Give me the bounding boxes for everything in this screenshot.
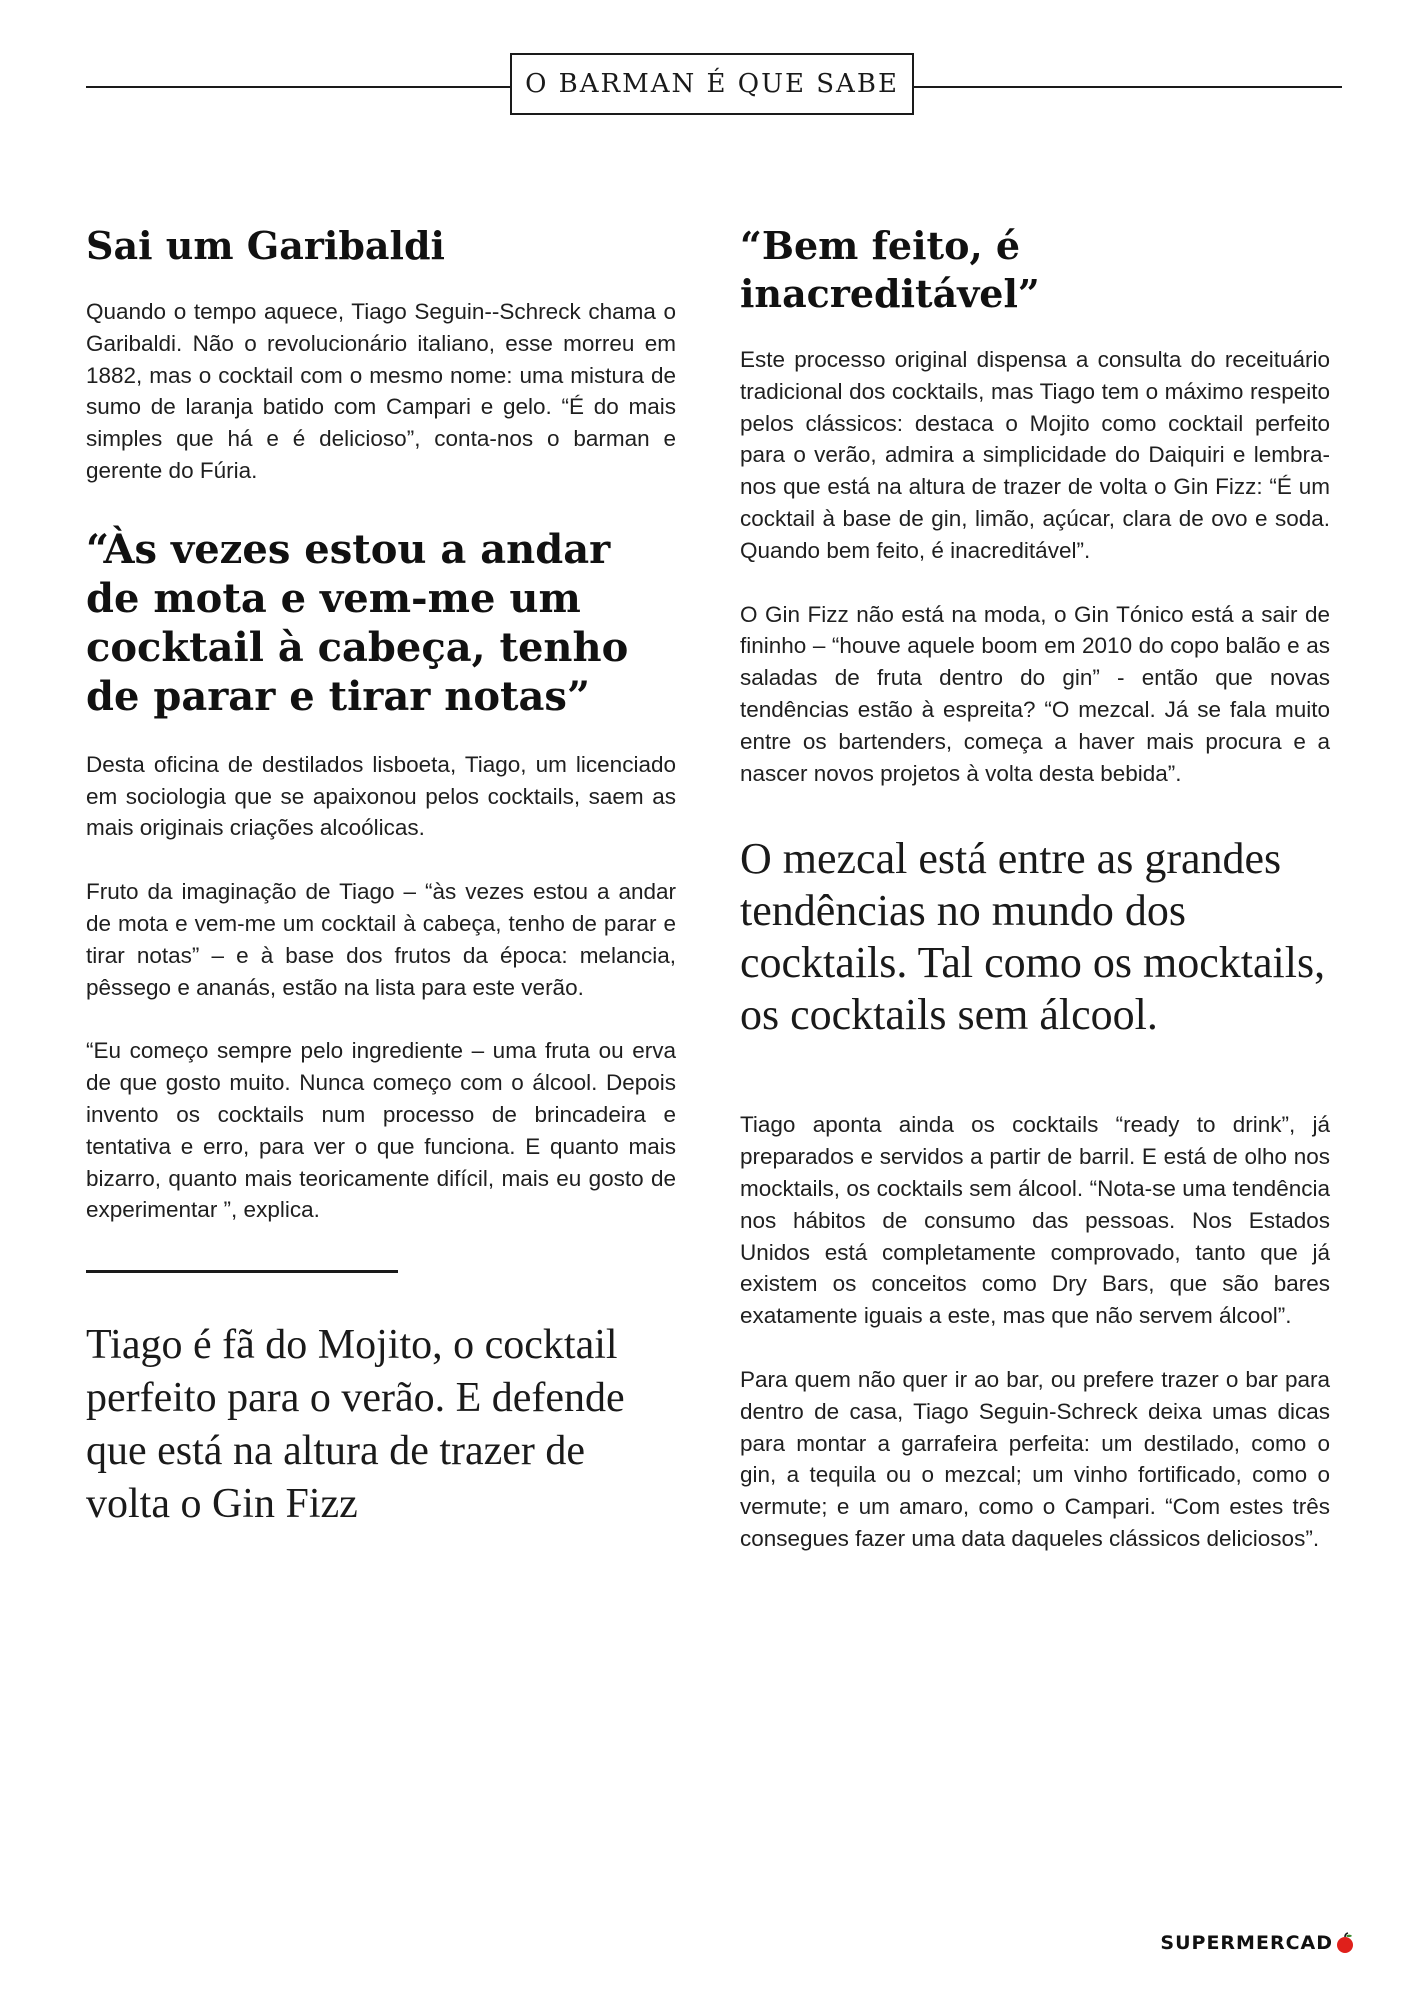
paragraph-garrafeira: Para quem não quer ir ao bar, ou prefere trazer o bar para dentro de casa, Tiago Seguin-Schreck deixa umas dicas para montar a garrafeira perfeita: um destilado, como o gin, a tequila ou o mezcal; um vinho fortificado, como o vermute; e um amaro, como o Campari. “Com estes três consegues fazer uma data daqueles clássicos deliciosos”. <box>740 1366 1330 1551</box>
paragraph-ingrediente: “Eu começo sempre pelo ingrediente – uma fruta ou erva de que gosto muito. Nunca começo com o álcool. Depois invento os cocktails num processo de brincadeira e tentativa e erro, para ver o que funciona. E quanto mais bizarro, quanto mais teoricamente difícil, mais eu gosto de experimentar ”, explica. <box>86 1038 676 1223</box>
section-header <box>86 53 1342 119</box>
paragraph-gin-fizz: O Gin Fizz não está na moda, o Gin Tónico está a sair de fininho – “houve aquele boom em 2010 do copo balão e as saladas de fruta dentro do gin” - então que novas tendências estão à espreita? “O mezcal. Já se fala muito entre os bartenders, começa a haver mais procura e a nascer novos projetos à volta desta bebida”. <box>740 601 1330 786</box>
paragraph-oficina: Desta oficina de destilados lisboeta, Tiago, um licenciado em sociologia que se apaixonou pelos cocktails, saem as mais originais criações alcoólicas. <box>86 751 676 841</box>
left-column <box>86 222 676 1531</box>
header-rule-left <box>86 86 510 88</box>
pull-quote-divider <box>86 1270 398 1273</box>
logo-text: SUPERMERCAD <box>1160 1932 1333 1954</box>
heading-garibaldi: Sai um Garibaldi <box>86 223 445 268</box>
heading-quote-mota: “Às vezes estou a andar de mota e vem-me um cocktail à cabeça, tenho de parar e tirar notas” <box>86 525 629 720</box>
paragraph-garibaldi: Quando o tempo aquece, Tiago Seguin--Schreck chama o Garibaldi. Não o revolucionário italiano, esse morreu em 1882, mas o cocktail com o mesmo nome: uma mistura de sumo de laranja batido com Campari e gelo. “É do mais simples que há e é delicioso”, conta-nos o barman e gerente do Fúria. <box>86 299 676 483</box>
right-column <box>740 222 1330 1587</box>
supermercado-logo <box>1160 1932 1356 1954</box>
pull-quote-mezcal: O mezcal está entre as grandes tendências no mundo dos cocktails. Tal como os mocktails, os cocktails sem álcool. <box>740 834 1326 1040</box>
header-rule-right <box>914 86 1342 88</box>
section-title: O BARMAN É QUE SABE <box>510 53 914 115</box>
paragraph-ready-to-drink: Tiago aponta ainda os cocktails “ready to drink”, já preparados e servidos a partir de barril. E está de olho nos mocktails, os cocktails sem álcool. “Nota-se uma tendência nos hábitos de consumo das pessoas. Nos Estados Unidos está completamente comprovado, tanto que já existem os conceitos como Dry Bars, que são bares exatamente iguais a este, mas que não servem álcool”. <box>740 1112 1330 1329</box>
pull-quote-mojito: Tiago é fã do Mojito, o cocktail perfeito para o verão. E defende que está na altura de trazer de volta o Gin Fizz <box>86 1322 625 1528</box>
apple-icon <box>1334 1932 1356 1954</box>
heading-bem-feito: “Bem feito, é inacreditável” <box>740 223 1040 316</box>
paragraph-processo: Este processo original dispensa a consulta do receituário tradicional dos cocktails, mas Tiago tem o máximo respeito pelos clássicos: destaca o Mojito como cocktail perfeito para o verão, admira a simplicidade do Daiquiri e lembra-nos que está na altura de trazer de volta o Gin Fizz: “É um cocktail à base de gin, limão, açúcar, clara de ovo e soda. Quando bem feito, é inacreditável”. <box>740 347 1330 563</box>
paragraph-fruto: Fruto da imaginação de Tiago – “às vezes estou a andar de mota e vem-me um cocktail à cabeça, tenho de parar e tirar notas” – e à base dos frutos da época: melancia, pêssego e ananás, estão na lista para este verão. <box>86 879 676 1000</box>
